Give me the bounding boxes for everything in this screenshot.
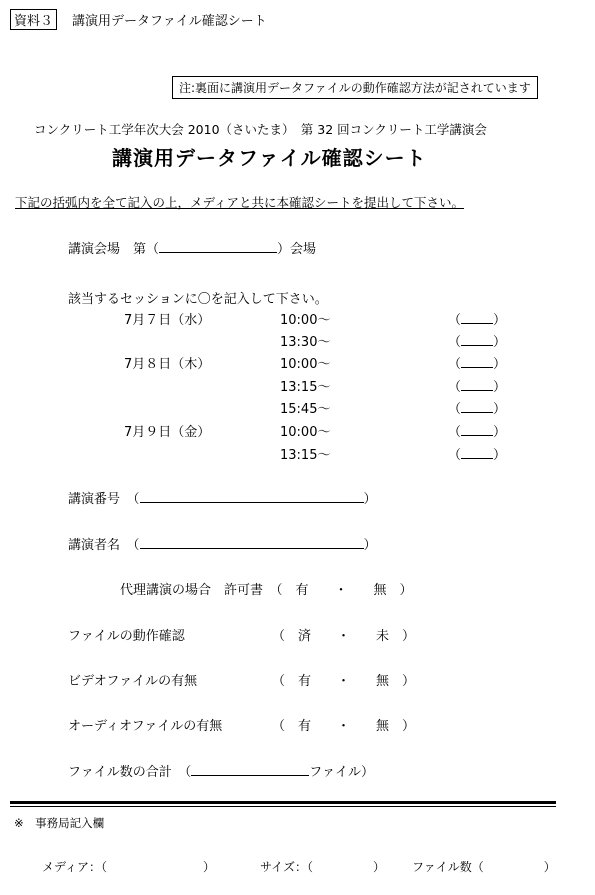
session-time: 13:15～ — [280, 448, 331, 463]
presentation-number-label: 講演番号 （ — [68, 492, 140, 507]
file-count-blank[interactable] — [191, 762, 309, 776]
file-count-field[interactable] — [68, 761, 374, 780]
back-side-note: 注:裏面に講演用データファイルの動作確認方法が記されています — [172, 76, 538, 99]
presenter-name-blank[interactable] — [140, 535, 364, 549]
session-mark-field[interactable]: （ ） — [448, 380, 507, 395]
session-mark-field[interactable]: （ ） — [448, 313, 507, 328]
venue-label: 講演会場 第（ — [68, 242, 160, 257]
instruction-text: 下記の括弧内を全て記入の上，メディアと共に本確認シートを提出して下さい。 — [15, 195, 465, 210]
operation-check-label: ファイルの動作確認 — [68, 629, 185, 644]
audio-file-options[interactable]: （ 有 ・ 無 ） — [272, 719, 416, 734]
session-date: 7月７日（水） — [124, 313, 211, 328]
session-time: 15:45～ — [280, 402, 331, 417]
file-count-label: ファイル数の合計 （ — [68, 765, 192, 780]
office-file-count-field[interactable]: ファイル数（ ） — [412, 860, 556, 874]
file-count-suffix: ファイル） — [309, 765, 374, 780]
audio-file-label: オーディオファイルの有無 — [68, 719, 223, 734]
divider-thin — [10, 806, 556, 807]
session-mark-field[interactable]: （ ） — [448, 425, 507, 440]
session-mark-field[interactable]: （ ） — [448, 357, 507, 372]
main-title: 講演用データファイル確認シート — [112, 146, 427, 170]
session-time: 10:00～ — [280, 357, 331, 372]
session-date: 7月８日（木） — [124, 357, 211, 372]
proxy-permission-field[interactable]: 代理講演の場合 許可書 （ 有 ・ 無 ） — [120, 583, 413, 598]
conference-line: コンクリート工学年次大会 2010（さいたま） 第 32 回コンクリート工学講演会 — [34, 122, 487, 137]
session-mark-field[interactable]: （ ） — [448, 402, 507, 417]
presentation-number-field[interactable]: 講演番号 （ ） — [68, 488, 377, 507]
venue-blank[interactable] — [159, 239, 277, 253]
presentation-number-blank[interactable] — [140, 489, 364, 503]
doc-tag: 資料３ — [10, 9, 57, 30]
session-date: 7月９日（金） — [124, 425, 211, 440]
header-title: 講演用データファイル確認シート — [72, 14, 267, 29]
session-time: 10:00～ — [280, 313, 331, 328]
divider-thick — [10, 801, 556, 804]
session-time: 13:15～ — [280, 380, 331, 395]
session-time: 13:30～ — [280, 335, 331, 350]
presenter-name-label: 講演者名 （ — [68, 538, 140, 553]
session-mark-field[interactable]: （ ） — [448, 448, 507, 463]
session-time: 10:00～ — [280, 425, 331, 440]
video-file-options[interactable]: （ 有 ・ 無 ） — [272, 674, 416, 689]
presenter-name-field[interactable]: 講演者名 （ ） — [68, 534, 377, 553]
session-prompt: 該当するセッションに〇を記入して下さい。 — [68, 292, 328, 307]
venue-field[interactable] — [68, 238, 316, 257]
operation-check-options[interactable]: （ 済 ・ 未 ） — [272, 629, 416, 644]
office-media-field[interactable]: メディア：（ ） — [42, 860, 216, 874]
session-mark-field[interactable]: （ ） — [448, 335, 507, 350]
video-file-label: ビデオファイルの有無 — [68, 674, 198, 689]
office-use-heading: ※ 事務局記入欄 — [14, 816, 105, 830]
office-size-field[interactable]: サイズ：（ ） — [260, 860, 386, 874]
venue-suffix: ）会場 — [277, 242, 317, 257]
